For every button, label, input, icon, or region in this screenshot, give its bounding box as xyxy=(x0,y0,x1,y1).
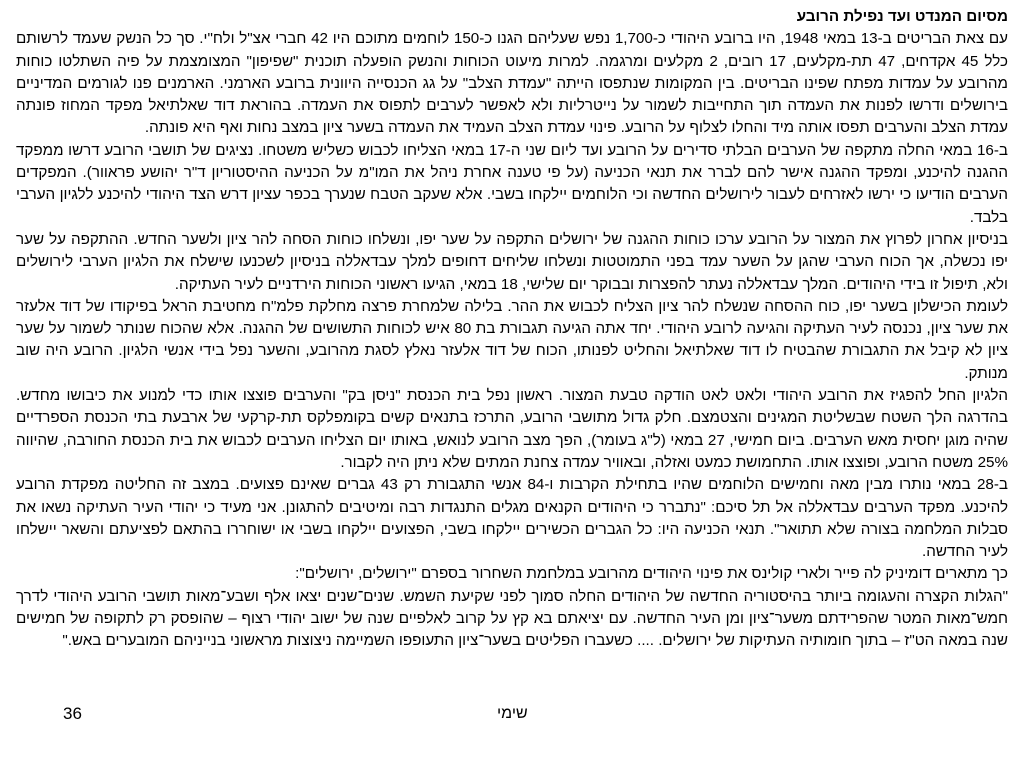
paragraph-legion-shelling: הלגיון החל להפגיז את הרובע היהודי ולאט לאט הודקה טבעת המצור. ראשון נפל בית הכנסת "ניסן בק" והערבים פוצצו אותו כדי למנוע את כיבושו מחדש. בהדרגה הלך השטח שבשליטת המגינים והצטמצם. חלק גדול מתושבי הרובע, התרכז בתנאים קשים בקומפלקס תת-קרקעי של ארבעת בתי הכנסת הספרדיים שהיה מוגן יחסית מאש הערבים. ביום חמישי, 27 במאי (ל"ג בעומר), הפך מצב הרובע לנואש, באותו יום הצליחו הערבים לכבוש את בית הכנסת החורבה, שהיווה 25% משטח הרובע, ופוצצו אותו. התחמושת כמעט ואזלה, ובאוויר עמדה צחנת המתים שלא ניתן היה לקבור. xyxy=(16,387,1008,471)
footer-author: שימי xyxy=(497,705,528,722)
block-quote: "הגלות הקצרה והעגומה ביותר בהיסטוריה החדשה של היהודים החלה סמוך לפני שקיעת השמש. שנים־שנים יצאו אלף ושבע־מאות תושבי הרובע היהודי לדרך חמש־מאות המטר שהפרידתם משער־ציון ומן העיר החדשה. עם יציאתם בא קץ על קרוב לאלפיים שנה של ישוב יהודי רצוף – שהופסק רק לתקופה של חמישים שנה במאה הט"ז – בתוך חומותיה העתיקות של ירושלים. .... כשעברו הפליטים בשער־ציון התעופפו השמיימה ניצוצות מראשוני בנייניהם המובערים באש." xyxy=(16,587,1008,650)
paragraph-zion-gate: לעומת הכישלון בשער יפו, כוח ההסחה שנשלח להר ציון הצליח לכבוש את ההר. בלילה שלמחרת פרצה מחלקת פלמ"ח מחטיבת הראל בפיקודו של דוד אלעזר את שער ציון, נכנסה לעיר העתיקה והגיעה לרובע היהודי. יחד אתה הגיעה תגבורת בת 80 איש לכוחות התשושים של ההגנה. אלא שהכוח שנותר לשמור על שער ציון לא קיבל את התגבורת שהבטיח לו דוד שאלתיאל והחליט לפנותו, הכוח של דוד אלעזר נאלץ לסגת מהרובע, והשער נפל בידי אנשי הלגיון. הרובע היה שוב מנותק. xyxy=(16,297,1008,382)
document-body xyxy=(16,6,1008,653)
paragraph-arab-attack: ב-16 במאי החלה מתקפה של הערבים הבלתי סדירים על הרובע ועד ליום שני ה-17 במאי הצליחו לכבוש כשליש משטחו. נציגים של תושבי הרובע דרשו ממפקד ההגנה להיכנע, ומפקד ההגנה אישר להם לברר את תנאי הכניעה (על פי טענה אחרת ניהל את המו"מ על הכניעה ההיסטוריון ד"ר יהושע פראוור). המפקדים הערבים הודיעו כי ירשו לאזרחים לעבור לירושלים החדשה וכי הלוחמים יילקחו בשבי. אלא שעקב הטבח שנערך בכפר עציון דרש הצד היהודי להיכנע ללגיון הערבי בלבד. xyxy=(16,141,1009,226)
paragraph-jaffa-gate-attack: בניסיון אחרון לפרוץ את המצור על הרובע ערכו כוחות ההגנה של ירושלים התקפה על שער יפו, ונשלחו כוחות הסחה להר ציון ולשער החדש. ההתקפה על שער יפו נכשלה, אך הכוח הערבי שהגן על השער עמד בפני התמוטטות ונשלחו שליחים דחופים למלך עבדאללה בניסיון לשכנעו שישלח את הלגיון הערבי לירושלים ולא, תיפול זו בידי היהודים. המלך עבדאללה נעתר להפצרות ובבוקר יום שלישי, 18 במאי, הגיעו ראשוני הכוחות הירדניים לעיר העתיקה. xyxy=(16,230,1008,293)
paragraph-quote-intro: כך מתארים דומיניק לה פייר ולארי קולינס את פינוי היהודים מהרובע במלחמת השחרור בספרם "ירושלים, ירושלים": xyxy=(295,565,1008,583)
document-heading: מסיום המנדט ועד נפילת הרובע xyxy=(796,8,1008,25)
page-number: 36 xyxy=(63,704,82,723)
paragraph-surrender: ב-28 במאי נותרו מבין מאה וחמישים הלוחמים שהיו בתחילת הקרבות ו-84 אנשי התגבורת רק 43 גברים שאינם פצועים. במצב זה החליטה מפקדת הרובע להיכנע. מפקד הערבים עבדאללה אל תל סיכם: "נתברר כי היהודים הקנאים מגלים התנגדות רבה ומיטיבים להתגונן. אני מעיד כי יהודי העיר העתיקה נשאו את סבלות המלחמה בצורה שלא תתואר". תנאי הכניעה היו: כל הגברים הכשירים יילקחו בשבי, הפצועים יילקחו בשבי או ישוחררו בהתאם לפציעתם והשאר יישלחו לעיר החדשה. xyxy=(16,476,1008,561)
paragraph-siege-start: עם צאת הבריטים ב-13 במאי 1948, היו ברובע היהודי כ-1,700 נפש שעליהם הגנו כ-150 לוחמים מתוכם היו 42 חברי אצ"ל ולח"י. סך כל הנשק שעמד לרשותם כלל 45 אקדחים, 47 תת-מקלעים, 17 רובים, 2 מקלעים ומרגמה. למרות מיעוט הכוחות והנשק הופעלה תוכנית "שפיפון" המצומצמת על פיה השתלטו כוחות מהרובע על עמדות מפתח שפינו הבריטים. בין המקומות שנתפסו הייתה "עמדת הצלב" על גג הכנסייה היוונית ברובע הארמני. הארמנים פנו לגורמים המדיניים בירושלים ודרשו לפנות את העמדה תוך התחייבות לשמור על נייטרליות ולא לאפשר לערבים לתפוס את העמדה. בהוראת דוד שאלתיאל מפקד המחוז פונתה עמדת הצלב והערבים תפסו אותה מיד והחלו לצלוף על הרובע. פינוי עמדת הצלב העמיד את העמדה בשער ציון במצב נחות ואף היא פונתה. xyxy=(16,30,1008,137)
